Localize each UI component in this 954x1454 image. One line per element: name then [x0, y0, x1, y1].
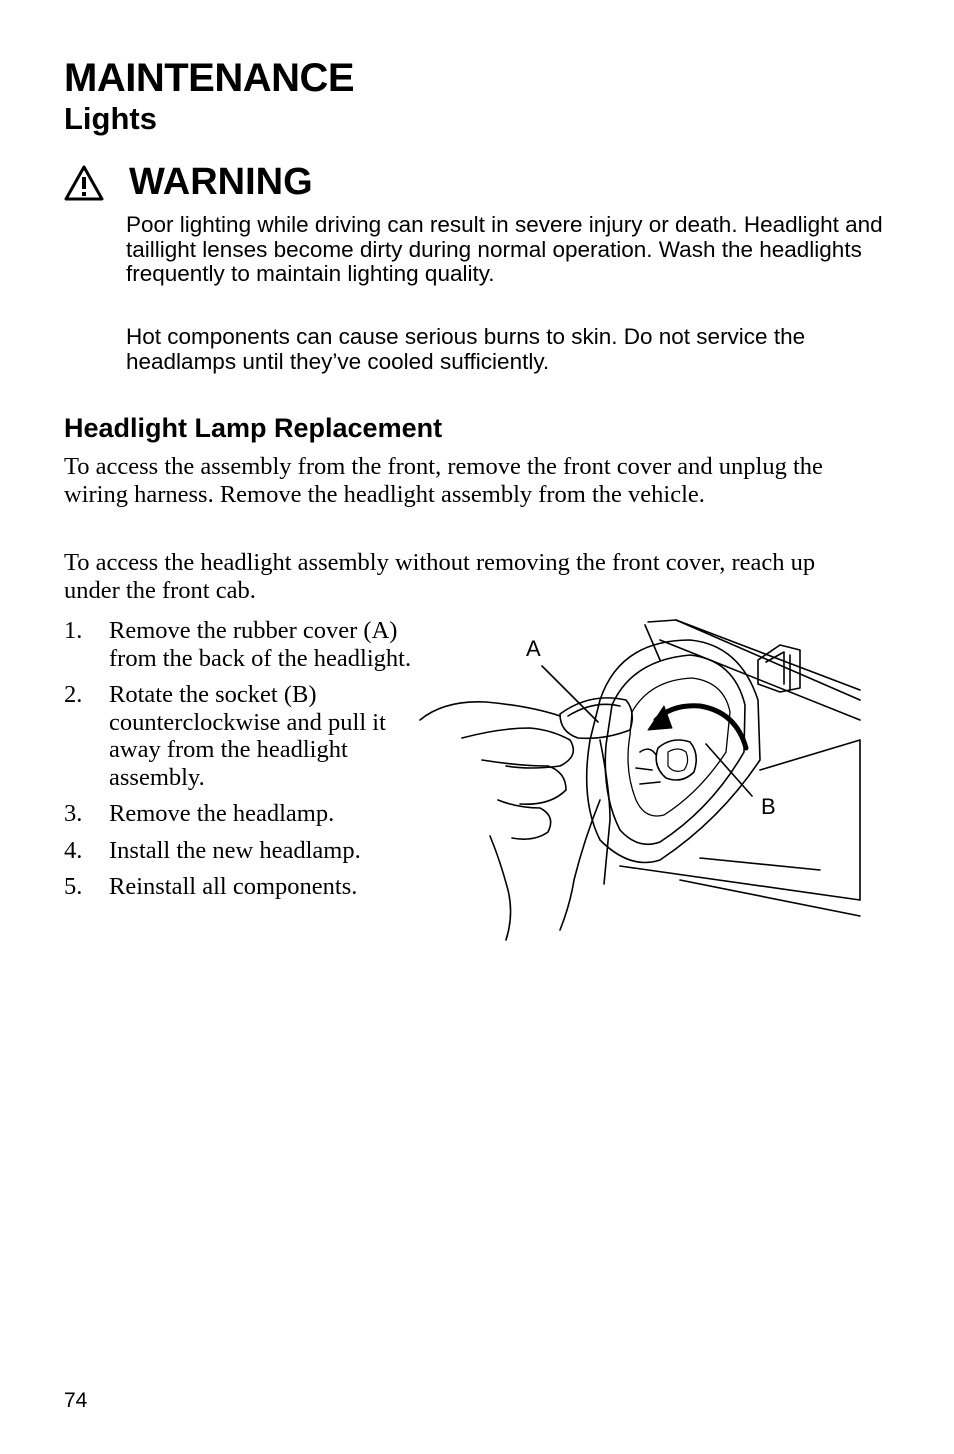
- page-number: 74: [64, 1389, 88, 1412]
- step-text: Remove the rubber cover (A) from the back of the headlight.: [109, 617, 412, 672]
- step-text: Reinstall all components.: [109, 873, 358, 900]
- body-paragraph: To access the headlight assembly without removing the front cover, reach up under the front cab.: [64, 549, 816, 604]
- step-text: Install the new headlamp.: [109, 836, 361, 864]
- body-paragraph: To access the assembly from the front, remove the front cover and unplug the wiring harness. Remove the headlight assembly from the vehicle.: [64, 453, 823, 508]
- step-item: [64, 681, 424, 791]
- step-number: 4.: [64, 836, 83, 864]
- warning-paragraph: Hot components can cause serious burns to skin. Do not service the headlamps until they’ve cooled sufficiently.: [126, 324, 806, 374]
- step-number: 3.: [64, 800, 83, 827]
- step-item: [64, 800, 424, 828]
- headlight-illustration: [410, 612, 870, 947]
- step-number: 2.: [64, 681, 83, 708]
- callout-b-label: B: [761, 794, 776, 819]
- step-list: [64, 617, 424, 910]
- step-number: 5.: [64, 873, 83, 900]
- warning-heading: WARNING: [129, 160, 313, 203]
- step-item: [64, 617, 424, 672]
- step-number: 1.: [64, 617, 83, 644]
- headlight-replacement-heading: Headlight Lamp Replacement: [64, 413, 443, 443]
- step-text: Rotate the socket (B) counterclockwise and pull it away from the headlight assembly.: [109, 681, 386, 791]
- subsection-title: Lights: [64, 101, 157, 136]
- callout-a-label: A: [526, 636, 541, 661]
- warning-paragraph: Poor lighting while driving can result in severe injury or death. Headlight and taillight lenses become dirty during normal operation. Wash the headlights frequently to maintain lighting quality.: [126, 212, 883, 286]
- step-item: [64, 873, 424, 901]
- warning-triangle-icon: [64, 165, 104, 201]
- step-text: Remove the headlamp.: [109, 800, 335, 827]
- section-title: MAINTENANCE: [64, 56, 355, 100]
- step-item: [64, 837, 424, 865]
- warning-header: [64, 158, 313, 206]
